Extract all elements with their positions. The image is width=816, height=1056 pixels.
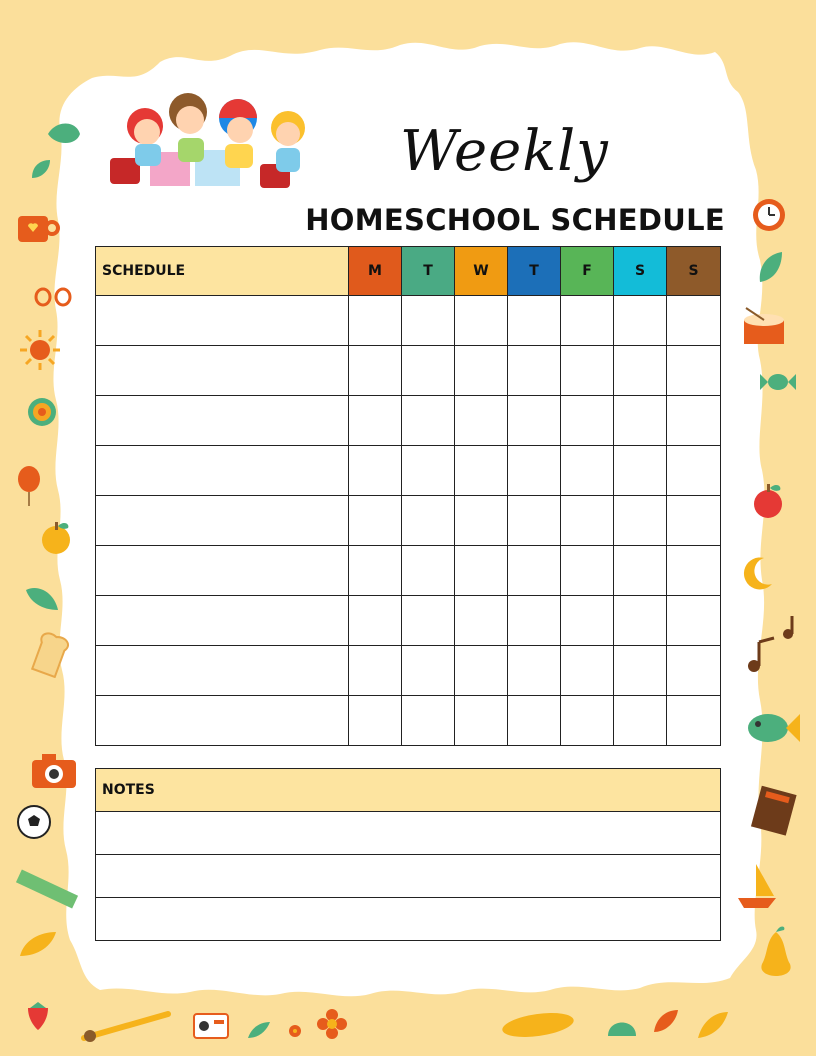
schedule-day-cell[interactable]: [561, 696, 614, 746]
ruler-icon: [14, 866, 80, 914]
leaf-icon: [46, 120, 82, 148]
schedule-day-cell[interactable]: [455, 296, 508, 346]
schedule-day-cell[interactable]: [614, 496, 667, 546]
schedule-day-cell[interactable]: [667, 546, 721, 596]
schedule-day-cell[interactable]: [402, 696, 455, 746]
schedule-day-cell[interactable]: [349, 446, 402, 496]
leaf-icon: [30, 158, 52, 180]
camera-icon: [30, 752, 78, 790]
schedule-activity-cell[interactable]: [96, 596, 349, 646]
leaf-icon: [246, 1020, 272, 1040]
schedule-row: [96, 596, 721, 646]
notes-label: NOTES: [96, 769, 721, 812]
schedule-row: [96, 346, 721, 396]
day-saturday: S: [614, 247, 667, 296]
candy-icon: [758, 370, 798, 394]
leaf-icon: [24, 584, 60, 614]
schedule-day-cell[interactable]: [402, 396, 455, 446]
schedule-day-cell[interactable]: [508, 696, 561, 746]
schedule-row: [96, 296, 721, 346]
schedule-day-cell[interactable]: [402, 596, 455, 646]
schedule-day-cell[interactable]: [455, 346, 508, 396]
notes-header-row: [96, 769, 721, 812]
schedule-day-cell[interactable]: [508, 296, 561, 346]
schedule-day-cell[interactable]: [349, 296, 402, 346]
notes-line[interactable]: [96, 855, 721, 898]
schedule-day-cell[interactable]: [561, 296, 614, 346]
glasses-icon: [33, 285, 73, 309]
schedule-day-cell[interactable]: [349, 596, 402, 646]
schedule-table: [95, 246, 721, 746]
music-note-icon: [744, 612, 802, 676]
day-friday: F: [561, 247, 614, 296]
schedule-activity-cell[interactable]: [96, 396, 349, 446]
mug-icon: [16, 212, 60, 246]
schedule-day-cell[interactable]: [349, 546, 402, 596]
moon-icon: [736, 554, 776, 594]
schedule-day-cell[interactable]: [614, 646, 667, 696]
leaf-icon: [696, 1010, 730, 1040]
page-title-script: Weekly: [400, 119, 609, 184]
schedule-day-cell[interactable]: [402, 496, 455, 546]
schedule-row: [96, 646, 721, 696]
schedule-day-cell[interactable]: [349, 396, 402, 446]
schedule-day-cell[interactable]: [508, 446, 561, 496]
schedule-day-cell[interactable]: [402, 346, 455, 396]
schedule-day-cell[interactable]: [402, 446, 455, 496]
schedule-day-cell[interactable]: [667, 496, 721, 546]
schedule-day-cell[interactable]: [508, 546, 561, 596]
notes-row: [96, 812, 721, 855]
schedule-day-cell[interactable]: [561, 596, 614, 646]
schedule-day-cell[interactable]: [561, 346, 614, 396]
leaf-icon: [18, 930, 58, 958]
schedule-activity-cell[interactable]: [96, 296, 349, 346]
schedule-day-cell[interactable]: [349, 696, 402, 746]
page-title: HOMESCHOOL SCHEDULE: [305, 203, 725, 237]
schedule-day-cell[interactable]: [667, 296, 721, 346]
schedule-day-cell[interactable]: [561, 396, 614, 446]
schedule-day-cell[interactable]: [561, 446, 614, 496]
apple-icon: [750, 480, 786, 520]
pear-icon: [756, 922, 796, 988]
schedule-day-cell[interactable]: [508, 346, 561, 396]
drum-icon: [740, 306, 788, 348]
flower-icon: [288, 1024, 302, 1038]
soccer-ball-icon: [16, 804, 52, 840]
leaf-icon: [652, 1008, 680, 1034]
alarm-clock-icon: [748, 192, 790, 234]
schedule-day-cell[interactable]: [614, 446, 667, 496]
schedule-activity-cell[interactable]: [96, 496, 349, 546]
shell-icon: [606, 1008, 638, 1038]
schedule-day-cell[interactable]: [349, 646, 402, 696]
schedule-day-cell[interactable]: [349, 346, 402, 396]
turtle-icon: [24, 394, 60, 430]
schedule-activity-cell[interactable]: [96, 446, 349, 496]
notes-row: [96, 855, 721, 898]
notes-table: [95, 768, 721, 941]
schedule-day-cell[interactable]: [455, 446, 508, 496]
schedule-day-cell[interactable]: [455, 396, 508, 446]
notes-row: [96, 898, 721, 941]
schedule-day-cell[interactable]: [561, 546, 614, 596]
schedule-day-cell[interactable]: [508, 646, 561, 696]
schedule-day-cell[interactable]: [667, 446, 721, 496]
schedule-day-cell[interactable]: [402, 546, 455, 596]
schedule-day-cell[interactable]: [508, 496, 561, 546]
schedule-day-cell[interactable]: [614, 396, 667, 446]
paintbrush-icon: [80, 1008, 172, 1042]
schedule-day-cell[interactable]: [667, 696, 721, 746]
notes-line[interactable]: [96, 812, 721, 855]
day-thursday: T: [508, 247, 561, 296]
day-tuesday: T: [402, 247, 455, 296]
schedule-row: [96, 496, 721, 546]
kids-reading-illustration: [100, 82, 332, 200]
schedule-day-cell[interactable]: [455, 546, 508, 596]
book-icon: [750, 784, 800, 836]
schedule-day-cell[interactable]: [667, 646, 721, 696]
schedule-day-cell[interactable]: [402, 296, 455, 346]
schedule-day-cell[interactable]: [667, 596, 721, 646]
apple-icon: [38, 520, 74, 556]
schedule-activity-cell[interactable]: [96, 546, 349, 596]
schedule-row: [96, 446, 721, 496]
notes-line[interactable]: [96, 898, 721, 941]
schedule-day-cell[interactable]: [614, 296, 667, 346]
sailboat-icon: [734, 860, 780, 910]
schedule-activity-cell[interactable]: [96, 346, 349, 396]
schedule-row: [96, 696, 721, 746]
schedule-label: SCHEDULE: [96, 247, 349, 296]
schedule-day-cell[interactable]: [508, 396, 561, 446]
fish-icon: [744, 708, 802, 748]
strawberry-icon: [24, 998, 52, 1032]
schedule-activity-cell[interactable]: [96, 646, 349, 696]
schedule-day-cell[interactable]: [614, 546, 667, 596]
schedule-day-cell[interactable]: [455, 596, 508, 646]
schedule-day-cell[interactable]: [455, 696, 508, 746]
schedule-day-cell[interactable]: [561, 496, 614, 546]
schedule-day-cell[interactable]: [455, 646, 508, 696]
radio-icon: [192, 1006, 230, 1040]
schedule-row: [96, 546, 721, 596]
schedule-day-cell[interactable]: [508, 596, 561, 646]
schedule-day-cell[interactable]: [349, 496, 402, 546]
schedule-day-cell[interactable]: [402, 646, 455, 696]
schedule-day-cell[interactable]: [614, 696, 667, 746]
flower-icon: [316, 1008, 348, 1040]
schedule-day-cell[interactable]: [614, 596, 667, 646]
day-sunday: S: [667, 247, 721, 296]
schedule-day-cell[interactable]: [667, 346, 721, 396]
schedule-day-cell[interactable]: [614, 346, 667, 396]
schedule-row: [96, 396, 721, 446]
sun-icon: [20, 330, 60, 370]
day-wednesday: W: [455, 247, 508, 296]
schedule-activity-cell[interactable]: [96, 696, 349, 746]
day-monday: M: [349, 247, 402, 296]
schedule-day-cell[interactable]: [561, 646, 614, 696]
schedule-day-cell[interactable]: [455, 496, 508, 546]
schedule-day-cell[interactable]: [667, 396, 721, 446]
bread-icon: [30, 632, 70, 678]
schedule-header-row: [96, 247, 721, 296]
leaf-icon: [756, 250, 784, 284]
balloon-icon: [16, 466, 42, 506]
baguette-icon: [500, 1010, 576, 1040]
